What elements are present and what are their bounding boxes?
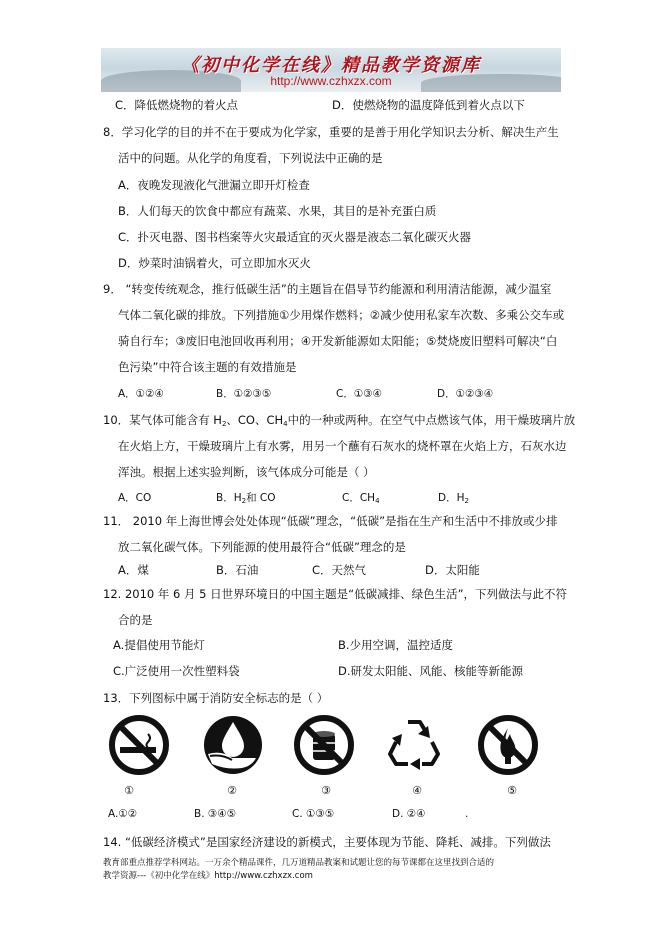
- option-a: A.提倡使用节能灯: [113, 638, 205, 652]
- subscript: 2: [464, 497, 469, 505]
- option-b: B.少用空调，温控适度: [338, 638, 454, 652]
- option-a: A．煤: [118, 563, 149, 577]
- option-c: C．降低燃烧物的着火点: [115, 98, 239, 112]
- option-d: [438, 490, 469, 505]
- option-b: B．①②③⑤: [216, 388, 272, 400]
- option-c: C. ①③⑤: [292, 808, 335, 820]
- stem-text: 10．某气体可能含有 H: [103, 413, 222, 427]
- option-d: D．炒菜时油锅着火，可立即加水灭火: [118, 256, 311, 270]
- subscript: 2: [221, 420, 227, 428]
- question-stem: 色污染”中符合该主题的有效措施是: [118, 360, 297, 374]
- option-a: A．CO: [118, 492, 152, 504]
- stem-text: 、CO、CH: [226, 413, 284, 427]
- option-a: A．①②④: [118, 388, 164, 400]
- option-text: B．H: [216, 492, 242, 504]
- subscript: 2: [241, 497, 247, 505]
- no-oil-drum-icon: [293, 714, 355, 776]
- option-c: C．①③④: [336, 388, 383, 400]
- question-stem: 14. “低碳经济模式”是国家经济建设的新模式，主要体现为节能、降耗、减排。下列做法: [103, 835, 551, 849]
- stem-text: 中的一种或两种。在空气中点燃该气体，用干燥玻璃片放: [287, 413, 576, 427]
- subscript: 4: [375, 497, 380, 505]
- question-stem: 9． “转变传统观念，推行低碳生活”的主题旨在倡导节约能源和利用清洁能源，减少温室: [103, 282, 552, 296]
- water-drop-hand-icon: [202, 714, 264, 776]
- option-text: D．H: [438, 492, 465, 504]
- question-stem: 放二氧化碳气体。下列能源的使用最符合“低碳”理念的是: [118, 540, 406, 554]
- option-text: C．CH: [342, 492, 376, 504]
- option-text: 和 CO: [246, 492, 276, 504]
- question-stem: 合的是: [118, 613, 153, 627]
- icon-label: ④: [412, 784, 422, 797]
- question-stem: 13．下列图标中属于消防安全标志的是（ ）: [103, 691, 329, 705]
- option-a: A.①②: [108, 808, 138, 820]
- option-a: A．夜晚发现液化气泄漏立即开灯检查: [118, 178, 310, 192]
- recycling-icon: [384, 712, 446, 774]
- banner-url: http://www.czhxzx.com: [270, 74, 392, 88]
- stray-dot: .: [465, 808, 469, 820]
- option-c: C．天然气: [312, 563, 367, 577]
- question-stem: 11． 2010 年上海世博会处处体现“低碳”理念，“低碳”是指在生产和生活中不排放或少排: [103, 514, 558, 528]
- icon-label: ③: [321, 784, 331, 797]
- option-b: B．人们每天的饮食中都应有蔬菜、水果，其目的是补充蛋白质: [118, 204, 437, 218]
- question-stem: 在火焰上方，干燥玻璃片上有水雾，用另一个蘸有石灰水的烧杯罩在火焰上方，石灰水边: [118, 439, 567, 453]
- option-d: D.研发太阳能、风能、核能等新能源: [338, 664, 524, 678]
- question-stem: 12. 2010 年 6 月 5 日世界环境日的中国主题是“低碳减排、绿色生活”，下列做法与此不符: [103, 587, 568, 601]
- option-d: D．①②③④: [437, 388, 494, 400]
- icon-label: ①: [124, 784, 134, 797]
- question-stem: 浑浊。根据上述实验判断，该气体成分可能是（ ）: [118, 465, 375, 479]
- question-stem: 骑自行车；③废旧电池回收再利用；④开发新能源如太阳能；⑤焚烧废旧塑料可解决“白: [118, 334, 558, 348]
- no-smoking-icon: [108, 714, 170, 776]
- option-b: [216, 490, 276, 505]
- subscript: 4: [283, 420, 288, 428]
- banner-title: 《初中化学在线》精品教学资源库: [181, 55, 481, 76]
- option-c: [342, 490, 380, 505]
- footer-line: 教学资源---《初中化学在线》http://www.czhxzx.com: [103, 871, 313, 881]
- question-stem: 气体二氧化碳的排放。下列措施①少用煤作燃料；②减少使用私家车次数、多乘公交车或: [118, 308, 565, 322]
- option-c: C．扑灭电器、图书档案等火灾最适宜的灭火器是液态二氧化碳灭火器: [118, 230, 472, 244]
- option-d: D．使燃烧物的温度降低到着火点以下: [332, 98, 525, 112]
- icon-label: ②: [227, 784, 237, 797]
- option-d: D. ②④: [392, 808, 426, 820]
- icon-label: ⑤: [507, 784, 517, 797]
- option-d: D．太阳能: [425, 563, 480, 577]
- question-stem: 活中的问题。从化学的角度看，下列说法中正确的是: [118, 151, 383, 165]
- option-b: B．石油: [216, 563, 259, 577]
- option-c: C.广泛使用一次性塑料袋: [113, 664, 240, 678]
- option-b: B. ③④⑤: [194, 808, 237, 820]
- header-banner: [101, 48, 561, 92]
- question-stem: 8．学习化学的目的并不在于要成为化学家，重要的是善于用化学知识去分析、解决生产生: [103, 125, 559, 139]
- footer-line: 教育部重点推荐学科网站。一万余个精品课件，几万道精品教案和试题让您的每节课都在这里找到合适的: [103, 858, 495, 868]
- no-open-flame-icon: [477, 714, 539, 776]
- question-stem: [103, 412, 575, 428]
